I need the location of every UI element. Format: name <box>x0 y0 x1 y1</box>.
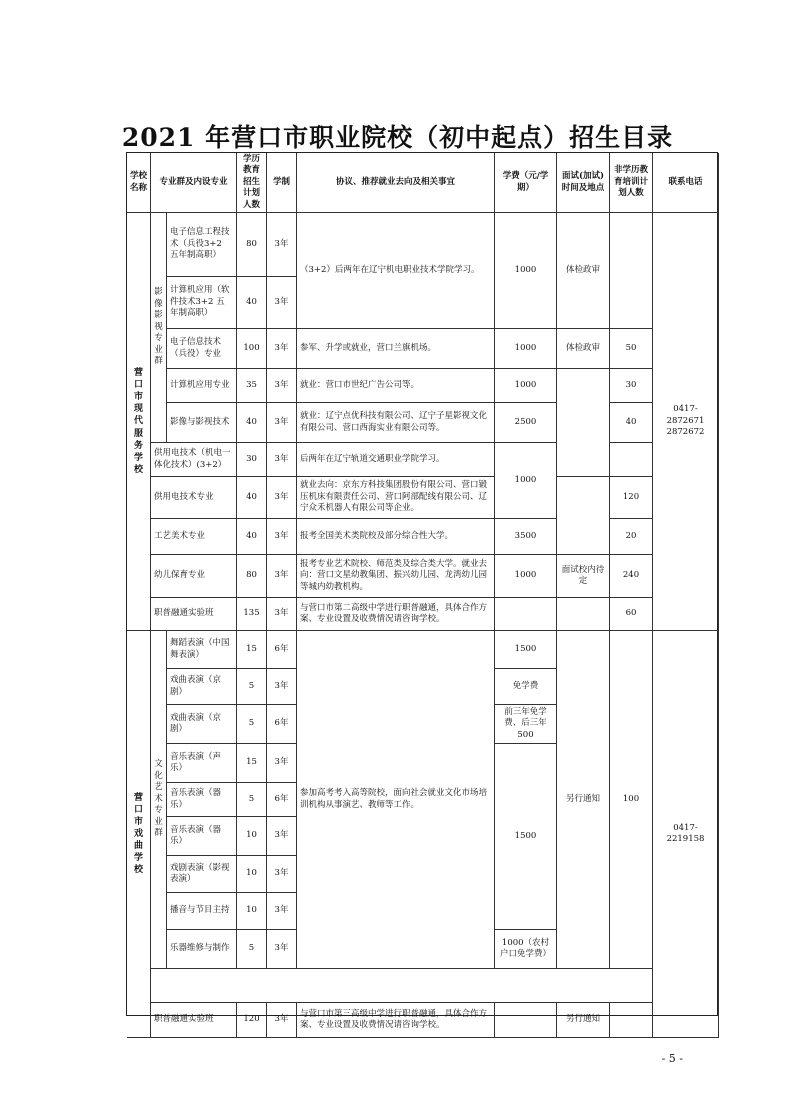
training-count: 40 <box>610 403 653 443</box>
major-name: 计算机应用专业 <box>167 369 237 403</box>
note: 就业去向：京东方科技集团股份有限公司、营口锻压机床有限责任公司、营口阿部配线有限公司、辽宁众禾机器人有限公司等企业。 <box>297 477 495 519</box>
major-name: 戏曲表演（京剧） <box>167 669 237 705</box>
interview: 另行通知 <box>557 1003 610 1038</box>
training-count: 60 <box>610 598 653 631</box>
interview: 体检政审 <box>557 329 610 369</box>
fee: 1000 <box>495 369 557 403</box>
plan-count: 5 <box>237 705 267 744</box>
training-count <box>610 1003 653 1038</box>
note: 就业：辽宁点优科技有限公司、辽宁子星影视文化有限公司、营口西海实业有限公司等。 <box>297 403 495 443</box>
years: 6年 <box>267 783 297 817</box>
major-name: 影像与影视技术 <box>167 403 237 443</box>
major-name: 供用电技术专业 <box>151 477 237 519</box>
years: 3年 <box>267 329 297 369</box>
fee: 1000 <box>495 329 557 369</box>
header-interview: 面试(加试)时间及地点 <box>557 153 610 213</box>
interview: 面试校内待定 <box>557 555 610 598</box>
header-major: 专业群及内设专业 <box>151 153 237 213</box>
major-group: 影像影视专业群 <box>151 213 167 443</box>
years: 3年 <box>267 403 297 443</box>
training-count <box>610 443 653 477</box>
table-row <box>151 969 653 1003</box>
note: 就业：营口市世纪广告公司等。 <box>297 369 495 403</box>
training-count: 100 <box>610 631 653 969</box>
note: 参加高考考入高等院校，面向社会就业文化市场培训机构从事演艺、教师等工作。 <box>297 631 495 969</box>
fee: 1500 <box>495 744 557 930</box>
plan-count: 40 <box>237 519 267 555</box>
plan-count: 10 <box>237 893 267 930</box>
plan-count: 10 <box>237 856 267 893</box>
plan-count: 40 <box>237 277 267 329</box>
interview: 另行通知 <box>557 631 610 969</box>
years: 3年 <box>267 856 297 893</box>
header-phone: 联系电话 <box>653 153 719 213</box>
years: 6年 <box>267 705 297 744</box>
fee: 2500 <box>495 403 557 443</box>
training-count <box>610 213 653 329</box>
note: 与营口市第二高级中学进行职普融通，具体合作方案、专业设置及收费情况请咨询学校。 <box>297 598 495 631</box>
training-count: 50 <box>610 329 653 369</box>
header-training: 非学历教育培训计划人数 <box>610 153 653 213</box>
note: 参军、升学或就业，营口兰旗机场。 <box>297 329 495 369</box>
header-fee: 学费（元/学期） <box>495 153 557 213</box>
training-count: 120 <box>610 477 653 519</box>
major-name: 电子信息工程技术（兵役3+2 五年制高职） <box>167 213 237 277</box>
page-number: - 5 - <box>661 1052 683 1065</box>
note: （3+2）后两年在辽宁机电职业技术学院学习。 <box>297 213 495 329</box>
major-name: 音乐表演（器乐） <box>167 783 237 817</box>
years: 6年 <box>267 631 297 669</box>
fee: 1000 <box>495 213 557 329</box>
years: 3年 <box>267 744 297 783</box>
major-name: 播音与节目主持 <box>167 893 237 930</box>
plan-count: 40 <box>237 477 267 519</box>
interview <box>557 598 610 631</box>
major-name: 工艺美术专业 <box>151 519 237 555</box>
fee: 1000（农村户口免学费） <box>495 930 557 969</box>
plan-count: 100 <box>237 329 267 369</box>
fee: 1500 <box>495 631 557 669</box>
training-count: 20 <box>610 519 653 555</box>
major-name: 乐器维修与制作 <box>167 930 237 969</box>
training-count: 240 <box>610 555 653 598</box>
plan-count: 80 <box>237 213 267 277</box>
plan-count: 5 <box>237 930 267 969</box>
fee <box>495 1003 557 1038</box>
years: 3年 <box>267 477 297 519</box>
plan-count: 135 <box>237 598 267 631</box>
years: 3年 <box>267 598 297 631</box>
years: 3年 <box>267 519 297 555</box>
phone: 0417-2872671 2872672 <box>653 213 719 631</box>
school-name: 营口市戏曲学校 <box>127 631 151 1038</box>
major-name: 音乐表演（声乐） <box>167 744 237 783</box>
phone: 0417-2219158 <box>653 631 719 1038</box>
plan-count: 15 <box>237 631 267 669</box>
major-name: 职普融通实验班 <box>151 598 237 631</box>
major-name: 幼儿保育专业 <box>151 555 237 598</box>
plan-count: 80 <box>237 555 267 598</box>
header-years: 学制 <box>267 153 297 213</box>
years: 3年 <box>267 1003 297 1038</box>
interview: 体检政审 <box>557 213 610 329</box>
plan-count: 120 <box>237 1003 267 1038</box>
page-title: 2021 年营口市职业院校（初中起点）招生目录 <box>121 123 674 152</box>
years: 3年 <box>267 213 297 277</box>
years: 3年 <box>267 443 297 477</box>
note: 与营口市第三高级中学进行职普融通，具体合作方案、专业设置及收费情况请咨询学校。 <box>297 1003 495 1038</box>
years: 3年 <box>267 930 297 969</box>
major-group: 文化艺术专业群 <box>151 631 167 969</box>
fee: 1000 <box>495 443 557 519</box>
fee: 1000 <box>495 555 557 598</box>
major-name: 舞蹈表演（中国舞表演） <box>167 631 237 669</box>
plan-count: 10 <box>237 817 267 856</box>
fee: 免学费 <box>495 669 557 705</box>
school-name: 营口市现代服务学校 <box>127 213 151 631</box>
major-name: 计算机应用（软件技术3+2 五年制高职） <box>167 277 237 329</box>
header-school: 学校名称 <box>127 153 151 213</box>
major-name: 音乐表演（器乐） <box>167 817 237 856</box>
training-count: 30 <box>610 369 653 403</box>
plan-count: 40 <box>237 403 267 443</box>
plan-count: 5 <box>237 669 267 705</box>
header-plan: 学历教育招生计划人数 <box>237 153 267 213</box>
major-name: 戏剧表演（影视表演） <box>167 856 237 893</box>
interview <box>557 477 610 555</box>
header-note: 协议、推荐就业去向及相关事宜 <box>297 153 495 213</box>
fee <box>495 598 557 631</box>
note: 报考全国美术类院校及部分综合性大学。 <box>297 519 495 555</box>
major-name: 戏曲表演（京剧） <box>167 705 237 744</box>
note: 报考专业艺术院校、师范类及综合类大学。就业去向：营口文星幼教集团、振兴幼儿园、龙湾幼儿园等城内幼教机构。 <box>297 555 495 598</box>
plan-count: 35 <box>237 369 267 403</box>
years: 3年 <box>267 817 297 856</box>
plan-count: 30 <box>237 443 267 477</box>
years: 3年 <box>267 893 297 930</box>
major-name: 电子信息技术（兵役）专业 <box>167 329 237 369</box>
years: 3年 <box>267 277 297 329</box>
enrollment-table <box>126 152 718 1030</box>
interview <box>557 369 610 477</box>
fee: 3500 <box>495 519 557 555</box>
fee: 前三年免学费、后三年500 <box>495 705 557 744</box>
years: 3年 <box>267 669 297 705</box>
plan-count: 15 <box>237 744 267 783</box>
plan-count: 5 <box>237 783 267 817</box>
major-name: 供用电技术（机电一体化技术）(3+2） <box>151 443 237 477</box>
major-name: 职普融通实验班 <box>151 1003 237 1038</box>
years: 3年 <box>267 369 297 403</box>
years: 3年 <box>267 555 297 598</box>
note: 后两年在辽宁轨道交通职业学院学习。 <box>297 443 495 477</box>
